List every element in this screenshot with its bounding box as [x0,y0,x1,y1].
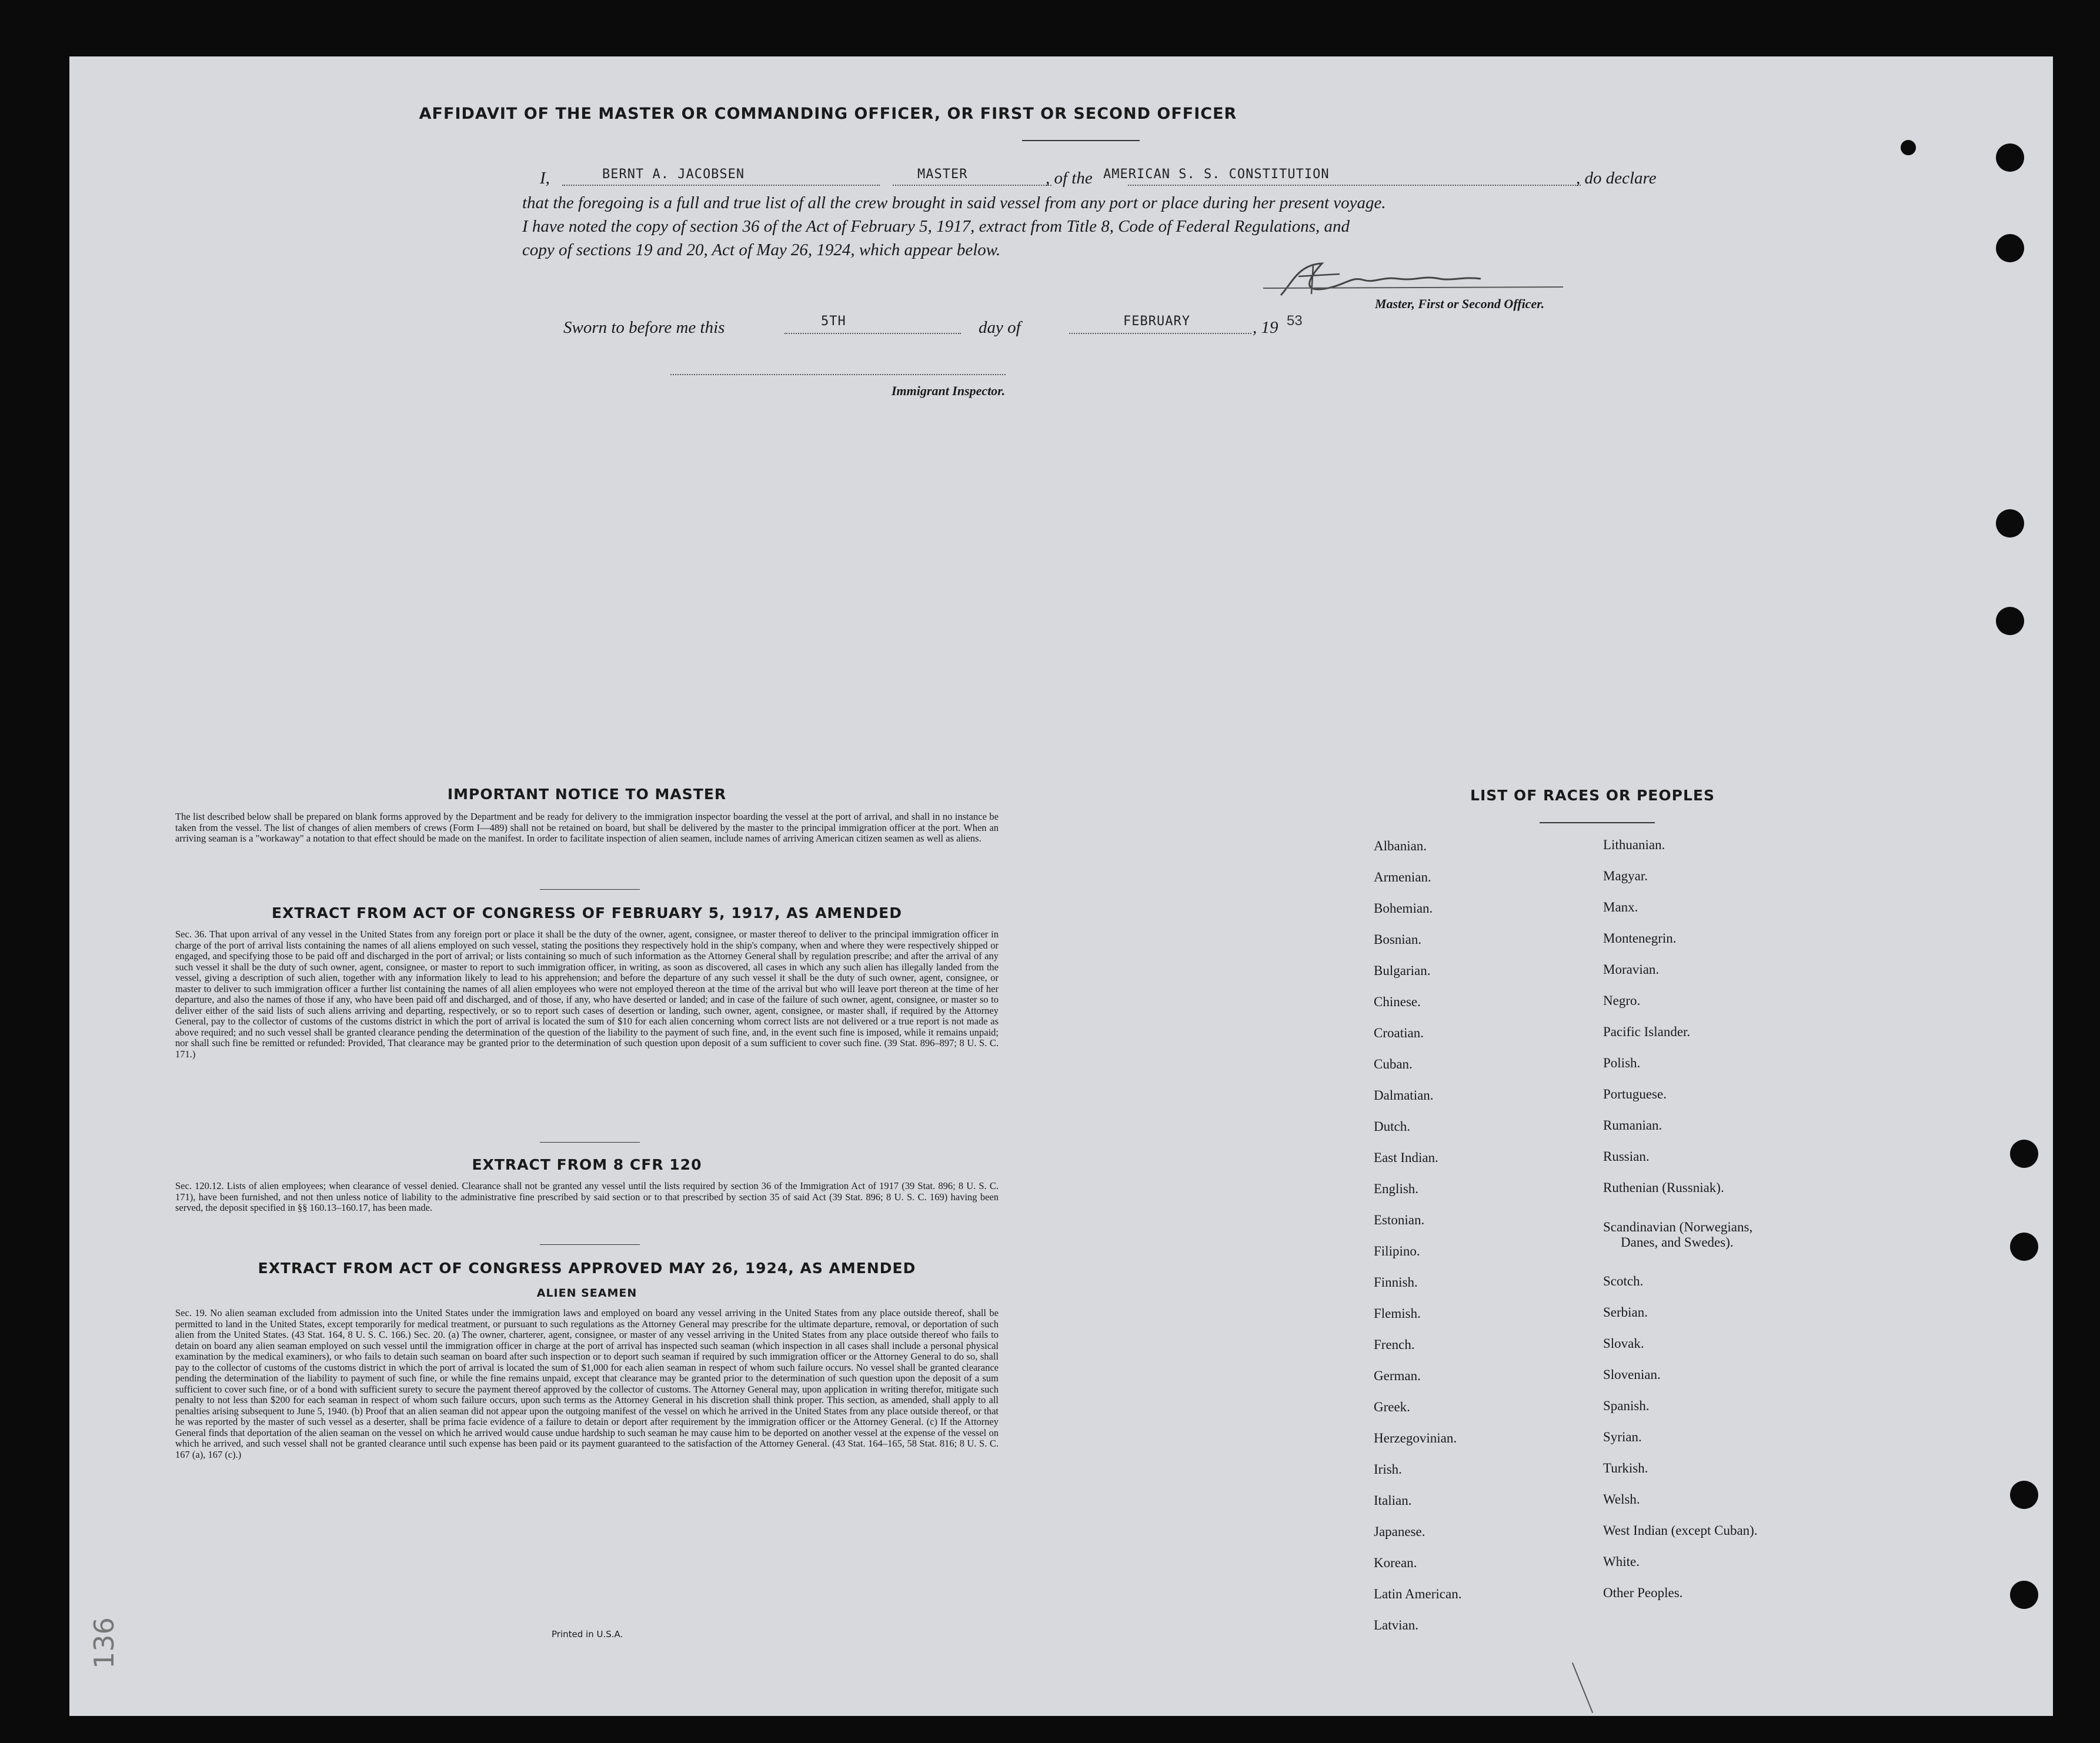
race-item: Serbian. [1603,1305,1648,1320]
race-item: Danes, and Swedes). [1621,1235,1734,1250]
race-item: Turkish. [1603,1461,1648,1475]
affidavit-title: AFFIDAVIT OF THE MASTER OR COMMANDING OFFICER, OR FIRST OR SECOND OFFICER [419,105,1237,123]
extract-1924-text: Sec. 19. No alien seaman excluded from admission into the United States under the immigration laws and employed on board any vessel arriving in the United States from any place outside thereof, shall be permitted to land in the United States, except temporarily for medical treatment, or pursuant to such regulations as the Attorney General may prescribe for the ultimate departure, removal, or deportation of such alien from the United States. (43 Stat. 164, 8 U. S. C. 166.) Sec. 20. (a) The owner, charterer, agent, consignee, or master of any vessel arriving in the United States from any place outside thereof who fails to detain on board any alien seaman employed on such vessel until the immigration officer in charge at the port of arrival has inspected such seaman (which inspection in all cases shall include a personal physical examination by the medical examiners), or who fails to detain such seaman on board after such inspection or to deport such seaman if required by such immigration officer or the Attorney General to do so, shall pay to the collector of customs of the customs district in which the port of arrival is located the sum of $1,000 for each alien seaman in respect of whom such failure occurs. No vessel shall be granted clearance pending the determination of the liability to payment of such fine, or while the fine remains unpaid, except that clearance may be granted prior to the determination of such question upon the deposit of a sum sufficient to cover such fine, or of a bond with sufficient surety to secure the payment thereof approved by the collector of customs. The Attorney General may, upon application in writing therefor, mitigate such penalty to not less than $200 for each seaman in respect of whom such failure occurs, upon such terms as the Attorney General in his discretion shall think proper. This section, as amended, shall apply to all penalties arising subsequent to June 5, 1940. (b) Proof that an alien seaman did not appear upon the outgoing manifest of the vessel on which he arrived in the United States from any place outside thereof, or that he was reported by the master of such vessel as a deserter, shall be prima facie evidence of a failure to detain or deport after requirement by the immigration officer or the Attorney General. (c) If the Attorney General finds that deportation of the alien seaman on the vessel on which he arrived would cause undue hardship to such seaman he may cause him to be deported on another vessel at the expense of the vessel on which he arrived, and such vessel shall not be granted clearance until such expense has been paid or its payment guaranteed to the satisfaction of the Attorney General. (43 Stat. 164–165, 58 Stat. 816; 8 U. S. C. 167 (a), 167 (c).) [175,1307,999,1460]
sworn-day-line [784,333,961,334]
race-item: Bohemian. [1374,901,1433,916]
of-the-label: , of the [1046,169,1093,188]
margin-number: 136 [88,1617,120,1669]
extract-8cfr-title: EXTRACT FROM 8 CFR 120 [472,1156,702,1173]
master-rank: MASTER [917,167,968,182]
race-item: Other Peoples. [1603,1585,1683,1600]
race-item: Dutch. [1374,1119,1410,1134]
rank-field-line [893,185,1051,186]
inspector-caption: Immigrant Inspector. [892,383,1006,398]
race-item: Chinese. [1374,994,1421,1009]
race-item: French. [1374,1337,1415,1352]
punch-hole [2010,1140,2038,1168]
race-item: Moravian. [1603,962,1660,977]
punch-hole [1996,607,2024,635]
race-item: Scotch. [1603,1274,1644,1288]
sworn-day: 5TH [821,314,846,329]
form-page [69,56,2053,1716]
notice-title: IMPORTANT NOTICE TO MASTER [447,786,727,803]
vessel-name: AMERICAN S. S. CONSTITUTION [1103,167,1330,182]
race-item: Bulgarian. [1374,963,1431,978]
race-item: White. [1603,1554,1640,1569]
extract-8cfr-divider [540,1244,640,1245]
pen-mark [1572,1662,1593,1713]
race-item: Italian. [1374,1493,1412,1508]
race-item: Montenegrin. [1603,931,1677,946]
race-item: Armenian. [1374,870,1431,884]
declaration-line-4: copy of sections 19 and 20, Act of May 26, 1924, which appear below. [522,241,1001,259]
notice-text: The list described below shall be prepared on blank forms approved by the Department and be ready for delivery to the immigration inspector boarding the vessel at the port of arrival, and shall in no instance be taken from the vessel. The list of changes of alien members of crews (Form I—489) shall not be retained on board, but shall be delivered by the master to the principal immigration officer at the port. When an arriving seaman is a "workaway" a notation to that effect should be made on the manifest. In order to facilitate inspection of alien seamen, include names of arriving American citizen seamen as well as aliens. [175,811,999,844]
punch-hole-small [1901,140,1916,155]
races-title: LIST OF RACES OR PEOPLES [1470,787,1715,804]
race-item: Croatian. [1374,1026,1424,1040]
title-divider [1022,140,1140,141]
punch-hole [1996,143,2024,172]
race-item: Finnish. [1374,1275,1418,1290]
master-name: BERNT A. JACOBSEN [602,167,745,182]
do-declare-label: , do declare [1576,169,1657,188]
race-item: Syrian. [1603,1430,1642,1444]
race-item: Spanish. [1603,1398,1650,1413]
race-item: Negro. [1603,993,1641,1008]
race-item: Latvian. [1374,1618,1418,1632]
race-item: Ruthenian (Russniak). [1603,1180,1724,1195]
race-item: West Indian (except Cuban). [1603,1523,1758,1538]
race-item: Flemish. [1374,1306,1421,1321]
extract-1917-divider [540,1142,640,1143]
sworn-year: 53 [1287,313,1303,329]
extract-1924-subtitle: ALIEN SEAMEN [536,1287,637,1300]
race-item: East Indian. [1374,1150,1438,1165]
sworn-month: FEBRUARY [1123,314,1190,329]
punch-hole [2010,1481,2038,1509]
race-item: Polish. [1603,1056,1641,1070]
race-item: Cuban. [1374,1057,1413,1071]
punch-hole [2010,1233,2038,1261]
declaration-line-2: that the foregoing is a full and true list of all the crew brought in said vessel from any port or place during her present voyage. [522,193,1386,212]
race-item: Filipino. [1374,1244,1420,1258]
race-item: Slovak. [1603,1336,1644,1351]
year-prefix: , 19 [1253,318,1278,337]
race-item: Slovenian. [1603,1367,1661,1382]
race-item: Estonian. [1374,1213,1425,1227]
extract-1917-text: Sec. 36. That upon arrival of any vessel in the United States from any foreign port or place it shall be the duty of the owner, agent, consignee, or master thereof to deliver to the principal immigration officer in charge of the port of arrival lists containing the names of all aliens employed on such vessel, stating the positions they respectively hold in the ship's company, when and where they were respectively shipped or engaged, and specifying those to be paid off and discharged in the port of arrival; or lists containing so much of such information as the Attorney General shall by regulation prescribe; and after the arrival of any such vessel it shall be the duty of such owner, agent, consignee, or master to report to such immigration officer, in writing, as soon as discovered, all cases in which any such alien has illegally landed from the vessel, giving a description of such alien, together with any information likely to lead to his apprehension; and before the departure of any such vessel it shall be the duty of such owner, agent, consignee, or master to deliver to such immigration officer a further list containing the names of all alien employees who were not employed thereon at the time of the arrival but who will leave port thereon at the time of her departure, and also the names of those if any, who have been paid off and discharged, and of those, if any, who have deserted or landed; and in case of the failure of such owner, agent, consignee, or master so to deliver either of the said lists of such aliens arriving and departing, respectively, or so to report such cases of desertion or landing, such owner, agent, consignee, or master shall, if required by the Attorney General, pay to the collector of customs of the customs district in which the port of arrival is located the sum of $10 for each alien concerning whom correct lists are not delivered or a true report is not made as above required; and no such vessel shall be granted clearance pending the determination of the question of the liability to the payment of such fine, and, in the event such fine is imposed, while it remains unpaid; nor shall such fine be remitted or refunded: Provided, That clearance may be granted prior to the determination of such question upon deposit of a sum sufficient to cover such fine. (39 Stat. 896–897; 8 U. S. C. 171.) [175,929,999,1060]
race-item: Welsh. [1603,1492,1640,1507]
vessel-field-line [1128,185,1581,186]
race-item: Manx. [1603,900,1638,914]
race-item: German. [1374,1368,1421,1383]
name-field-line [562,185,880,186]
race-item: Rumanian. [1603,1118,1662,1133]
printed-in-usa: Printed in U.S.A. [552,1629,623,1640]
race-item: Portuguese. [1603,1087,1667,1101]
race-item: Korean. [1374,1555,1417,1570]
race-item: English. [1374,1181,1419,1196]
race-item: Lithuanian. [1603,837,1665,852]
race-item: Japanese. [1374,1524,1425,1539]
race-item: Latin American. [1374,1587,1462,1601]
punch-hole [1996,509,2024,537]
day-of-label: day of [979,318,1021,337]
race-item: Albanian. [1374,839,1427,853]
race-item: Herzegovinian. [1374,1431,1457,1445]
punch-hole [1996,234,2024,262]
race-item: Scandinavian (Norwegians, [1603,1220,1753,1234]
sworn-prefix: Sworn to before me this [563,318,725,337]
race-item: Irish. [1374,1462,1402,1477]
inspector-signature-line [670,374,1006,375]
races-divider [1540,822,1655,823]
race-item: Pacific Islander. [1603,1024,1691,1039]
punch-hole [2010,1581,2038,1609]
race-item: Bosnian. [1374,932,1422,947]
extract-1917-title: EXTRACT FROM ACT OF CONGRESS OF FEBRUARY 5, 1917, AS AMENDED [271,904,903,921]
declaration-i: I, [540,169,550,188]
race-item: Magyar. [1603,869,1648,883]
notice-divider [540,889,640,890]
extract-1924-title: EXTRACT FROM ACT OF CONGRESS APPROVED MAY 26, 1924, AS AMENDED [258,1260,916,1277]
signature-caption: Master, First or Second Officer. [1375,296,1545,311]
sworn-month-line [1069,333,1251,334]
race-item: Greek. [1374,1400,1410,1414]
race-item: Russian. [1603,1149,1650,1164]
extract-8cfr-text: Sec. 120.12. Lists of alien employees; when clearance of vessel denied. Clearance shall not be granted any vessel until the lists required by section 36 of the Immigration Act of 1917 (39 Stat. 896; 8 U. S. C. 171), have been furnished, and not then unless notice of liability to the administrative fine prescribed by said section or to that prescribed by section 35 of said Act (39 Stat. 896; 8 U. S. C. 169) having been served, the deposit specified in §§ 160.13–160.17, has been made. [175,1180,999,1213]
declaration-line-3: I have noted the copy of section 36 of the Act of February 5, 1917, extract from Title 8, Code of Federal Regulations, and [522,217,1350,236]
race-item: Dalmatian. [1374,1088,1434,1103]
